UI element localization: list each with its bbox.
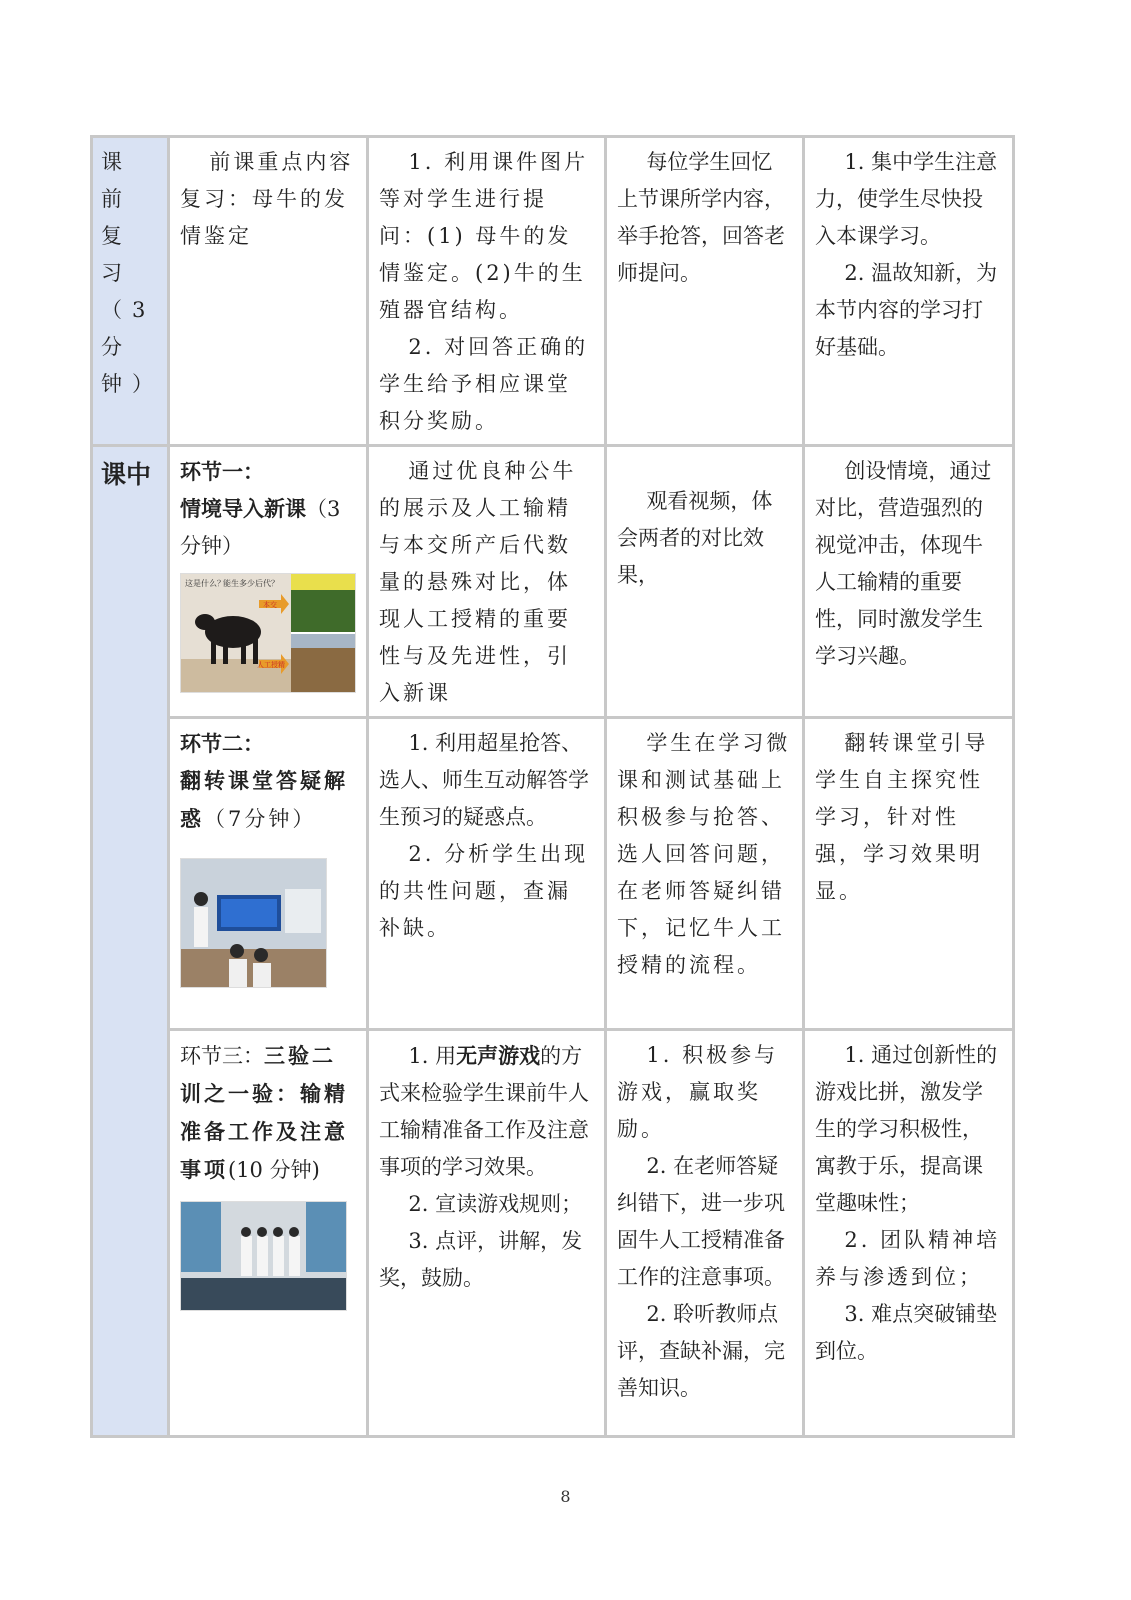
teacher-activity-cell [368, 1030, 606, 1437]
student-activity-cell [606, 1030, 804, 1437]
teacher-activity-highlight: 无声游戏 [456, 1043, 541, 1068]
student-activity-item: 1. 积极参与游戏，赢取奖励。 [617, 1043, 779, 1141]
segment-cell [169, 446, 368, 718]
stage-cell-in-class [92, 446, 169, 1437]
student-activity-item: 2. 聆听教师点评，查缺补漏，完善知识。 [617, 1302, 785, 1400]
image-label: 这是什么？ [185, 579, 225, 588]
table-row [92, 446, 1014, 718]
teacher-activity-text: 1. 用 [408, 1044, 457, 1068]
purpose-item: 3. 难点突破铺垫到位。 [815, 1302, 998, 1363]
segment-title: 环节三： [180, 1044, 264, 1068]
teacher-activity-item: 2. 分析学生出现的共性问题，查漏补缺。 [379, 842, 589, 940]
segment-name: 情境导入新课 [180, 496, 306, 521]
teacher-activity-item: 3. 点评，讲解，发奖，鼓励。 [379, 1229, 583, 1290]
image-label: 能生多少后代？ [223, 579, 279, 588]
student-activity-cell [606, 137, 804, 446]
teacher-activity-cell [368, 137, 606, 446]
page-number: 8 [560, 1487, 571, 1506]
segment-name: 三验二训之一验：输精准备工作及注意事项 [180, 1043, 348, 1182]
purpose-item: 2. 温故知新，为本节内容的学习打好基础。 [815, 261, 998, 359]
segment-time: （7分钟） [204, 807, 317, 831]
stage-label: 课中 [101, 460, 152, 489]
segment-name: 翻转课堂答疑解惑 [180, 768, 348, 831]
teacher-activity-item: 1. 利用超星抢答、选人、师生互动解答学生预习的疑惑点。 [379, 731, 589, 829]
teacher-activity-item: 2. 对回答正确的学生给予相应课堂积分奖励。 [379, 335, 589, 433]
segment-cell [169, 718, 368, 1030]
classroom-photo [180, 858, 327, 988]
purpose-item: 1. 通过创新性的游戏比拼，激发学生的学习积极性，寓教于乐，提高课堂趣味性； [815, 1043, 998, 1215]
purpose-item: 创设情境，通过对比，营造强烈的视觉冲击，体现牛人工输精的重要性，同时激发学生学习兴趣。 [815, 459, 992, 668]
teacher-activity-item: 通过优良种公牛的展示及人工输精与本交所产后代数量的悬殊对比，体现人工授精的重要性与及先进性，引入新课 [379, 459, 577, 705]
student-activity-item: 学生在学习微课和测试基础上积极参与抢答、选人回答问题，在老师答疑纠错下，记忆牛人工授精的流程。 [617, 731, 791, 977]
lesson-plan-table [90, 135, 1015, 1438]
student-activity-item: 每位学生回忆上节课所学内容，举手抢答，回答老师提问。 [617, 150, 785, 285]
teacher-activity-text: 的方式来检验学生课前牛人工输精准备工作及注意事项的学习效果。 [379, 1044, 589, 1179]
purpose-item: 1. 集中学生注意力，使学生尽快投入本课学习。 [815, 150, 998, 248]
segment-cell [169, 137, 368, 446]
bull-comparison-image [180, 573, 356, 693]
table-row [92, 718, 1014, 1030]
teacher-activity-cell [368, 718, 606, 1030]
segment-text: 前课重点内容复习：母牛的发情鉴定 [180, 150, 354, 248]
student-activity-item: 观看视频，体会两者的对比效果， [617, 489, 773, 587]
student-activity-cell [606, 446, 804, 718]
purpose-item: 2. 团队精神培养与渗透到位； [815, 1228, 1001, 1289]
teacher-activity-cell [368, 446, 606, 718]
purpose-cell [804, 1030, 1014, 1437]
purpose-cell [804, 446, 1014, 718]
segment-time: （3分钟） [180, 497, 341, 558]
segment-cell [169, 1030, 368, 1437]
student-activity-cell [606, 718, 804, 1030]
segment-time: (10 分钟) [228, 1158, 320, 1182]
purpose-cell [804, 137, 1014, 446]
image-label: 人工授精 [257, 661, 285, 669]
teacher-activity-item: 1. 利用课件图片等对学生进行提问：(1) 母牛的发情鉴定。(2)牛的生殖器官结构。 [379, 150, 589, 322]
segment-title: 环节二： [180, 731, 264, 756]
teacher-activity-item: 2. 宣读游戏规则； [408, 1192, 583, 1216]
lab-group-photo [180, 1201, 347, 1311]
segment-title: 环节一： [180, 459, 264, 484]
table-row [92, 1030, 1014, 1437]
stage-cell-pre-class [92, 137, 169, 446]
purpose-item: 翻转课堂引导学生自主探究性学习，针对性强，学习效果明显。 [815, 731, 989, 903]
purpose-cell [804, 718, 1014, 1030]
table-row [92, 137, 1014, 446]
stage-label: 课前复习（3分钟） [101, 150, 163, 396]
image-label: 本交 [263, 601, 277, 609]
student-activity-item: 2. 在老师答疑纠错下，进一步巩固牛人工授精准备工作的注意事项。 [617, 1154, 785, 1289]
